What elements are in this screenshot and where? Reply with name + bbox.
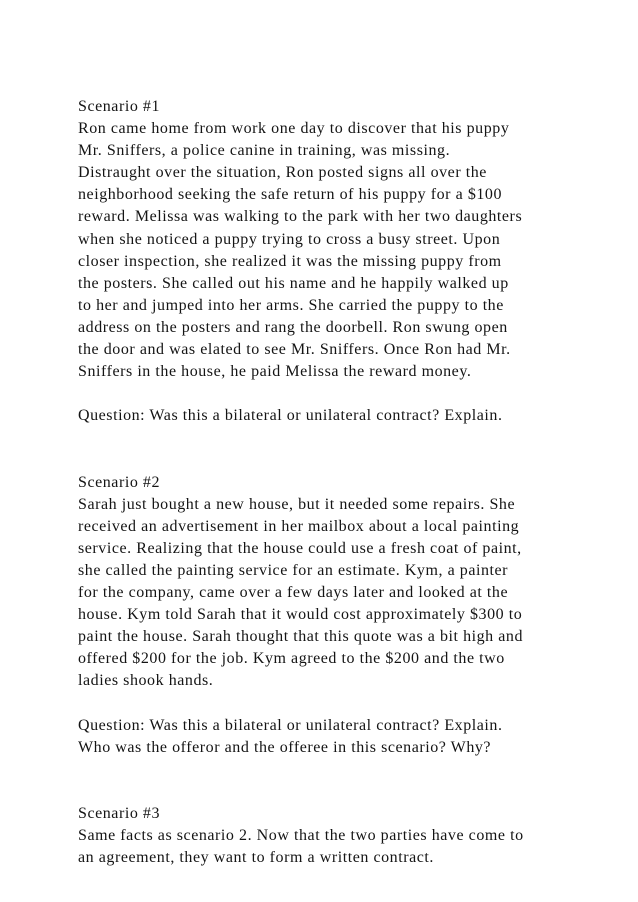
scenario-text-line: she called the painting service for an estimate. Kym, a painter	[78, 561, 509, 579]
scenario-2	[78, 472, 578, 759]
scenario-1	[78, 96, 578, 427]
scenario-text-line: reward. Melissa was walking to the park with her two daughters	[78, 208, 523, 226]
scenario-text-line: the posters. She called out his name and he happily walked up	[78, 274, 509, 292]
scenario-title: Scenario #2	[78, 473, 161, 491]
scenario-text-line: closer inspection, she realized it was the missing puppy from	[78, 252, 502, 270]
scenario-text-line: Ron came home from work one day to discover that his puppy	[78, 120, 510, 138]
question-line: Question: Was this a bilateral or unilateral contract? Explain.	[78, 407, 503, 425]
scenario-text-line: Distraught over the situation, Ron posted signs all over the	[78, 164, 487, 182]
question-line: Who was the offeror and the offeree in this scenario? Why?	[78, 738, 492, 756]
section-spacer	[78, 759, 578, 803]
question-line: Question: Was this a bilateral or unilateral contract? Explain.	[78, 716, 503, 734]
scenario-3	[78, 803, 578, 869]
scenario-text-line: to her and jumped into her arms. She carried the puppy to the	[78, 296, 504, 314]
scenario-text-line: paint the house. Sarah thought that this quote was a bit high and	[78, 628, 524, 646]
section-spacer	[78, 427, 578, 471]
scenario-text-line: neighborhood seeking the safe return of his puppy for a $100	[78, 186, 503, 204]
paragraph-spacer	[78, 383, 578, 405]
scenario-title: Scenario #3	[78, 805, 161, 822]
scenario-text-line: house. Kym told Sarah that it would cost approximately $300 to	[78, 606, 523, 624]
paragraph-spacer	[78, 693, 578, 715]
document-body	[78, 96, 578, 869]
scenario-title: Scenario #1	[78, 98, 161, 115]
scenario-text-line: received an advertisement in her mailbox about a local painting	[78, 517, 520, 535]
scenario-text-line: ladies shook hands.	[78, 672, 214, 690]
scenario-text-line: Sniffers in the house, he paid Melissa the reward money.	[78, 363, 472, 381]
scenario-text-line: Sarah just bought a new house, but it needed some repairs. She	[78, 495, 516, 513]
scenario-text-line: when she noticed a puppy trying to cross a busy street. Upon	[78, 230, 501, 248]
scenario-text-line: Same facts as scenario 2. Now that the two parties have come to	[78, 827, 524, 845]
scenario-text-line: an agreement, they want to form a written contract.	[78, 849, 434, 867]
scenario-text-line: service. Realizing that the house could use a fresh coat of paint,	[78, 539, 522, 557]
scenario-text-line: offered $200 for the job. Kym agreed to the $200 and the two	[78, 650, 505, 668]
scenario-text-line: Mr. Sniffers, a police canine in training, was missing.	[78, 142, 451, 160]
scenario-text-line: the door and was elated to see Mr. Sniffers. Once Ron had Mr.	[78, 341, 511, 359]
scenario-text-line: address on the posters and rang the doorbell. Ron swung open	[78, 318, 508, 336]
scenario-text-line: for the company, came over a few days later and looked at the	[78, 584, 509, 602]
